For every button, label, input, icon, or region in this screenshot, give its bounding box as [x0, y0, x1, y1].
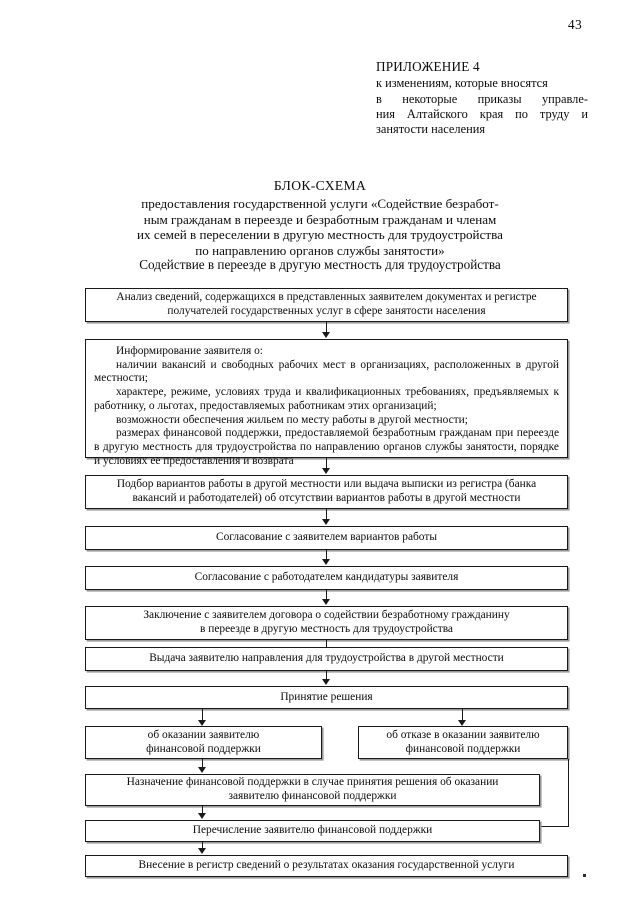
arrow-transfer-to-register [198, 848, 206, 854]
flow-node-referral-line-1: Выдача заявителю направления для трудоустройства в другой местности [149, 652, 504, 665]
flow-node-assign-support-line-2: заявителю финансовой поддержки [228, 790, 397, 802]
flow-node-selection-line-2: вакансий и работодателей) об отсутствии вариантов работы в другой местности [132, 492, 521, 504]
appendix-title: ПРИЛОЖЕНИЕ 4 [376, 59, 480, 74]
flow-node-informing-item-1: наличии вакансий и свободных рабочих мест в организациях, расположенных в другой местности; [94, 358, 559, 385]
arrow-selection-to-agree-applicant [322, 519, 330, 525]
flow-node-decision-refuse-line-2: финансовой поддержки [405, 742, 521, 755]
flow-node-transfer-support [85, 820, 540, 842]
arrow-agree-employer-to-contract [322, 599, 330, 605]
appendix-line-1: к изменениям, которые вносятся [376, 76, 548, 91]
flow-node-transfer-support-line-1: Перечисление заявителю финансовой поддержки [192, 824, 433, 837]
flow-node-referral [85, 647, 568, 671]
flow-node-selection [85, 475, 568, 509]
arrow-analysis-to-informing [322, 332, 330, 338]
flow-node-analysis-line-2: получателей государственных услуг в сфере занятости населения [167, 305, 486, 317]
flow-node-informing-item-4: размерах финансовой поддержки, предоставляемой безработным гражданам при переезде в другую местность для трудоустройства по направлению органов службы занятости, порядке и условиях ее предоставления и возврата [94, 427, 559, 467]
flow-node-agree-applicant [85, 526, 568, 550]
flow-node-assign-support [85, 774, 540, 806]
flow-node-informing-item-2: характере, режиме, условиях труда и квалификационных требованиях, предъявляемых к работнику, о льготах, предоставляемых работникам этих организаций; [94, 386, 559, 412]
flow-node-analysis-line-1: Анализ сведений, содержащихся в представленных заявителем документах и регистре [116, 291, 537, 304]
flow-node-selection-line-1: Подбор вариантов работы в другой местности или выдача выписки из регистра (банка [116, 478, 537, 491]
flow-node-decision-grant-line-1: об оказании заявителю [147, 728, 260, 741]
flow-node-agree-applicant-line-1: Согласование с заявителем вариантов работы [216, 531, 437, 544]
document-subtitle-line-3: их семей в переселении в другую местность для трудоустройства [137, 227, 503, 243]
flow-node-register-entry [85, 855, 568, 877]
document-heading: БЛОК-СХЕМА [273, 178, 367, 193]
arrow-informing-to-selection [322, 468, 330, 474]
document-subtitle-line-2: ным гражданам в переезде и безработным гражданам и членам [143, 211, 497, 227]
flow-node-agree-employer-line-1: Согласование с работодателем кандидатуры заявителя [194, 571, 459, 584]
flow-node-informing-item-3: возможности обеспечения жильем по месту работы в другой местности; [116, 413, 468, 426]
arrow-grant-to-assign [198, 767, 206, 773]
appendix-line-2: в некоторые приказы управле- [376, 91, 588, 106]
page-number: 43 [567, 17, 582, 32]
flow-node-informing-lead: Информирование заявителя о: [116, 345, 263, 357]
appendix-line-4: занятости населения [376, 122, 486, 137]
flow-node-agree-employer [85, 566, 568, 590]
document-subtitle-line-1: предоставления государственной услуги «Содействие безработ- [141, 196, 499, 211]
flow-node-register-entry-line-1: Внесение в регистр сведений о результатах оказания государственной услуги [138, 859, 515, 872]
arrow-assign-to-transfer [198, 813, 206, 819]
flow-node-contract-line-2: в переезде в другую местность для трудоустройства [200, 623, 453, 635]
connector-refuse-to-register [568, 759, 569, 827]
flow-node-decision-line-1: Принятие решения [280, 690, 373, 703]
document-subtitle-line-4: по направлению органов службы занятости» [195, 243, 445, 259]
arrow-referral-to-decision [322, 679, 330, 685]
appendix-line-3: ния Алтайского края по труду и [376, 107, 588, 122]
flow-node-informing [85, 339, 568, 467]
flow-node-decision-grant-line-2: финансовой поддержки [146, 742, 261, 755]
flow-node-contract [85, 606, 568, 640]
flow-node-decision-grant [85, 726, 322, 759]
section-heading: Содействие в переезде в другую местность для трудоустройства [139, 257, 501, 272]
flow-node-decision-refuse [358, 726, 568, 759]
scan-artifact-speck [583, 874, 586, 877]
flow-node-contract-line-1: Заключение с заявителем договора о содействии безработному гражданину [143, 609, 510, 622]
flow-node-decision [85, 686, 568, 709]
arrow-agree-applicant-to-agree-employer [322, 559, 330, 565]
flow-node-decision-refuse-line-1: об отказе в оказании заявителю [386, 728, 540, 741]
flow-node-assign-support-line-1: Назначение финансовой поддержки в случае принятия решения об оказании [126, 776, 499, 789]
flow-node-analysis [85, 288, 568, 322]
